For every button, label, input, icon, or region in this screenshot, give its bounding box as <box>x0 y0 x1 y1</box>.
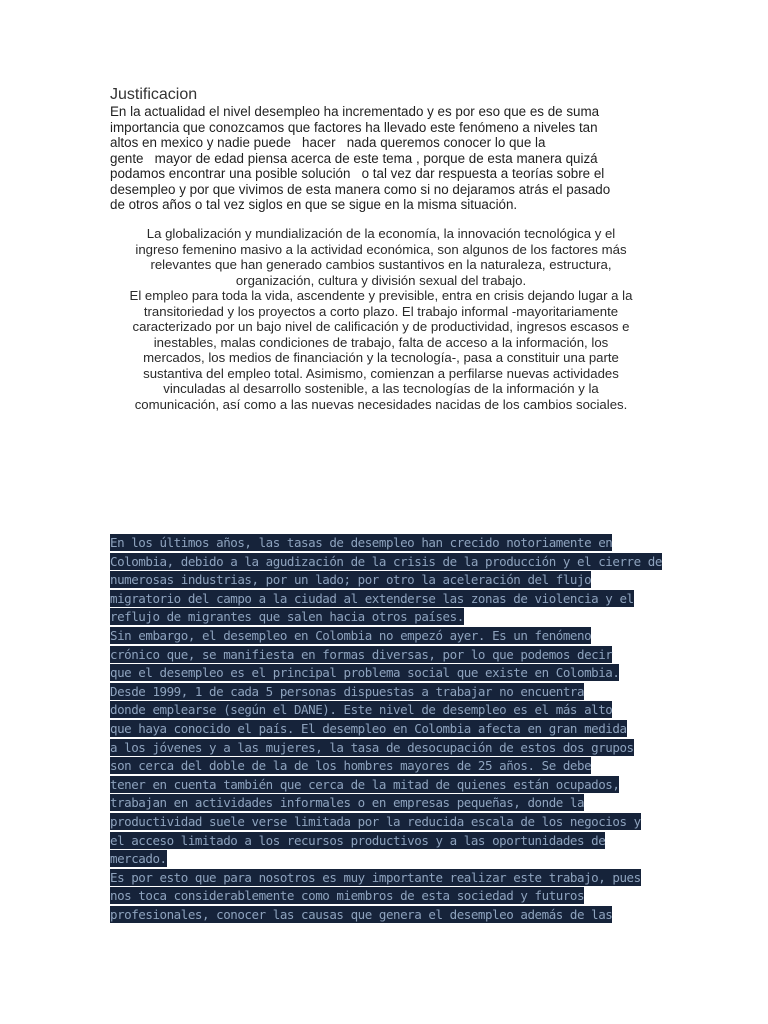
text-line: La globalización y mundialización de la economía, la innovación tecnológica y el <box>146 226 616 241</box>
document-heading: Justificacion <box>110 86 198 103</box>
text-line: comunicación, así como a las nuevas necesidades nacidas de los cambios sociales. <box>134 396 628 412</box>
centered-paragraph <box>108 226 654 412</box>
text-line: organización, cultura y división sexual del trabajo. <box>235 272 527 288</box>
text-line: mercados, los medios de financiación y la tecnología-, pasa a constituir una parte <box>143 350 619 365</box>
highlighted-text-line: crónico que, se manifiesta en formas diversas, por lo que podemos decir <box>110 646 613 662</box>
highlighted-text-line: tener en cuenta también que cerca de la mitad de quienes están ocupados, <box>110 776 620 792</box>
highlighted-text-line: el acceso limitado a los recursos productivos y a las oportunidades de <box>110 832 606 848</box>
text-line: sustantiva del empleo total. Asimismo, comienzan a perfilarse nuevas actividades <box>143 365 619 381</box>
intro-paragraph <box>110 104 650 213</box>
text-line: importancia que conozcamos que factores ha llevado este fenómeno a niveles tan <box>110 119 598 135</box>
highlighted-text-line: Colombia, debido a la agudización de la crisis de la producción y el cierre de <box>110 553 662 569</box>
highlighted-text-line: mercado. <box>110 851 167 867</box>
text-line: de otros años o tal vez siglos en que se sigue en la misma situación. <box>110 197 518 212</box>
highlighted-text-line: Desde 1999, 1 de cada 5 personas dispuestas a trabajar no encuentra <box>110 683 585 699</box>
text-line: desempleo y por que vivimos de esta manera como si no dejaramos atrás el pasado <box>110 181 611 197</box>
highlighted-text-line: trabajan en actividades informales o en empresas pequeñas, donde la <box>110 795 585 811</box>
text-line: vinculadas al desarrollo sostenible, a las tecnologías de la información y la <box>163 381 599 396</box>
highlighted-text-line: numerosas industrias, por un lado; por otro la aceleración del flujo <box>110 572 592 588</box>
text-line: gente mayor de edad piensa acerca de este tema , porque de esta manera quizá <box>110 150 598 166</box>
highlighted-text-line: donde emplearse (según el DANE). Este nivel de desempleo es el más alto <box>110 702 613 718</box>
text-line: ingreso femenino masivo a la actividad económica, son algunos de los factores más <box>135 241 627 257</box>
highlighted-text-line: a los jóvenes y a las mujeres, la tasa de desocupación de estos dos grupos <box>110 739 634 755</box>
text-line: podamos encontrar una posible solución o tal vez dar respuesta a teorías sobre el <box>110 166 605 181</box>
highlighted-text-line: migratorio del campo a la ciudad al extenderse las zonas de violencia y el <box>110 590 634 606</box>
highlighted-text-line: Sin embargo, el desempleo en Colombia no empezó ayer. Es un fenómeno <box>110 627 592 643</box>
text-line: altos en mexico y nadie puede hacer nada queremos conocer lo que la <box>110 135 546 150</box>
highlighted-text-line: que el desempleo es el principal problema social que existe en Colombia. <box>110 665 620 681</box>
highlighted-text-line: profesionales, conocer las causas que genera el desempleo además de las <box>110 906 613 922</box>
highlighted-text-line: nos toca considerablemente como miembros de esta sociedad y futuros <box>110 888 585 904</box>
highlighted-text-line: son cerca del doble de la de los hombres mayores de 25 años. Se debe <box>110 758 592 774</box>
text-line: transitoriedad y los proyectos a corto plazo. El trabajo informal -mayoritariamente <box>143 303 619 319</box>
text-line: En la actualidad el nivel desempleo ha incrementado y es por eso que es de suma <box>110 104 600 119</box>
highlighted-text-block <box>110 534 662 924</box>
highlighted-text-line: Es por esto que para nosotros es muy importante realizar este trabajo, pues <box>110 869 641 885</box>
highlighted-text-line: que haya conocido el país. El desempleo en Colombia afecta en gran medida <box>110 720 627 736</box>
text-line: inestables, malas condiciones de trabajo, falta de acceso a la información, los <box>153 334 609 350</box>
highlighted-text-line: En los últimos años, las tasas de desempleo han crecido notoriamente en <box>110 535 613 550</box>
text-line: El empleo para toda la vida, ascendente y previsible, entra en crisis dejando lugar a la <box>129 288 633 303</box>
text-line: caracterizado por un bajo nivel de calificación y de productividad, ingresos escasos e <box>132 319 630 334</box>
highlighted-text-line: productividad suele verse limitada por la reducida escala de los negocios y <box>110 813 641 829</box>
highlighted-text-line: reflujo de migrantes que salen hacia otros países. <box>110 609 464 625</box>
text-line: relevantes que han generado cambios sustantivos en la naturaleza, estructura, <box>150 257 612 272</box>
